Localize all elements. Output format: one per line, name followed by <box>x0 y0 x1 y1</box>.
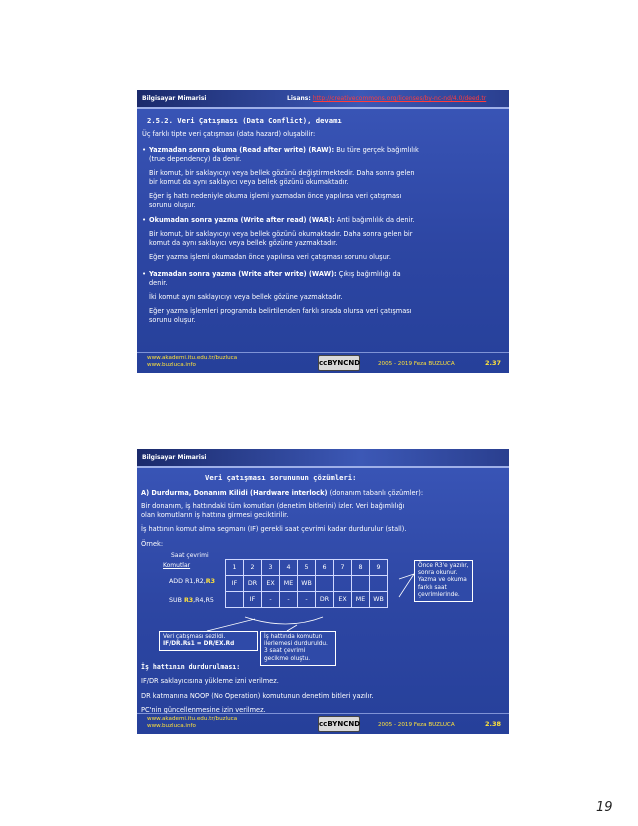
stage-cell: DR <box>244 576 262 592</box>
p2: İş hattının komut alma segmanı (IF) gerekli saat çevrimi kadar durdurulur (stall). <box>141 525 407 533</box>
slide-footer <box>137 352 509 373</box>
stall-step2: DR katmanına NOOP (No Operation) komutunun denetim bitleri yazılır. <box>141 692 374 700</box>
cc-license-badge <box>318 355 360 371</box>
arrow-line <box>399 574 414 579</box>
note-line: sonra okunur. <box>418 570 458 577</box>
war-p1b: komut da aynı saklayıcı veya bellek gözüne yazmaktadır. <box>149 239 338 247</box>
footer-link-buzluca[interactable]: www.buzluca.info <box>147 723 196 729</box>
a-heading-bold: A) Durdurma, Donanım Kilidi (Hardware interlock) <box>141 489 328 497</box>
a-heading-rest: (donanım tabanlı çözümler): <box>327 489 424 497</box>
stage-cell: WB <box>370 592 388 608</box>
raw-heading <box>149 146 419 155</box>
raw-heading-rest: Bu türe gerçek bağımlılık <box>334 146 419 154</box>
war-p1a: Bir komut, bir saklayıcıyı veya bellek gözünü okumaktadır. Daha sonra gelen bir <box>149 230 413 238</box>
cycle-cell: 9 <box>370 560 388 576</box>
note-line: 3 saat çevrimi <box>264 648 306 655</box>
stage-cell: IF <box>226 576 244 592</box>
stage-cell: DR <box>316 592 334 608</box>
slide-2-37 <box>137 90 509 373</box>
stage-cell: EX <box>334 592 352 608</box>
bullet-icon: • <box>142 146 147 154</box>
stall-step1: IF/DR saklayıcısına yükleme izni verilmez. <box>141 677 279 685</box>
slide-footer <box>137 713 509 734</box>
stage-cell: EX <box>262 576 280 592</box>
war-p2: Eğer yazma işlemi okumadan önce yapılırsa veri çatışması sorunu oluşur. <box>149 253 391 261</box>
stage-cell: - <box>262 592 280 608</box>
footer-link-buzluca[interactable]: www.buzluca.info <box>147 362 196 368</box>
raw-line2: (true dependency) da denir. <box>149 155 242 163</box>
intro-text: Üç farklı tipte veri çatışması (data hazard) oluşabilir: <box>142 130 316 138</box>
stage-cell: ME <box>352 592 370 608</box>
header-divider <box>137 107 509 109</box>
nc-icon: NC <box>337 720 349 728</box>
footer-links <box>147 355 237 369</box>
footer-link-akademi[interactable]: www.akademi.itu.edu.tr/buzluca <box>147 355 238 361</box>
course-title: Bilgisayar Mimarisi <box>142 95 207 102</box>
cycle-cell: 5 <box>298 560 316 576</box>
slide-2-38 <box>137 449 509 734</box>
note-line: Veri çatışması sezildi. <box>163 634 226 640</box>
cc-icon: cc <box>319 720 328 728</box>
stall-heading: İş hattının durdurulması: <box>141 663 241 671</box>
nc-icon: NC <box>337 359 349 367</box>
slide-header <box>137 90 509 107</box>
nd-icon: ND <box>348 359 361 367</box>
note-line: Yazma ve okuma <box>418 577 467 584</box>
p1b: olan komutların iş hattına girmesi geciktirilir. <box>141 511 289 519</box>
license-link[interactable]: http://creativecommons.org/licenses/by-nc-nd/4.0/deed.tr <box>312 95 487 102</box>
raw-p2b: sorunu oluşur. <box>149 201 196 209</box>
add-dest-register: R3 <box>205 578 216 585</box>
stage-cell: WB <box>298 576 316 592</box>
license <box>287 95 486 102</box>
note-stall <box>260 631 336 666</box>
p1a: Bir donanım, iş hattındaki tüm komutları (denetim bitlerini) izler. Veri bağımlılığı <box>141 502 405 510</box>
bullet-icon: • <box>142 270 147 278</box>
footer-links <box>147 716 237 730</box>
sub-operands: ,R4,R5 <box>193 597 214 604</box>
war-heading <box>149 216 415 225</box>
example-label: Örnek: <box>141 540 164 548</box>
waw-p2b: sorunu oluşur. <box>149 316 196 324</box>
slide-number: 2.38 <box>484 720 501 728</box>
raw-p2a: Eğer iş hattı nedeniyle okuma işlemi yazmadan önce yapılırsa veri çatışması <box>149 192 402 200</box>
war-heading-rest: Anti bağımlılık da denir. <box>334 216 415 224</box>
arrow-line <box>399 574 414 597</box>
copyright: 2005 - 2019 Feza BUZLUCA <box>378 361 455 367</box>
note-line: İş hattında komutun <box>264 634 323 640</box>
bullet-icon: • <box>142 216 147 224</box>
footer-link-akademi[interactable]: www.akademi.itu.edu.tr/buzluca <box>147 716 238 722</box>
waw-line2: denir. <box>149 279 168 287</box>
add-operands: ADD R1,R2, <box>169 578 206 585</box>
sub-src-register: R3 <box>183 597 194 604</box>
copyright: 2005 - 2019 Feza BUZLUCA <box>378 722 455 728</box>
cycle-cell: 7 <box>334 560 352 576</box>
cycle-cell: 6 <box>316 560 334 576</box>
war-heading-bold: Okumadan sonra yazma (Write after read) (WAR): <box>149 216 335 224</box>
note-detect <box>159 631 258 651</box>
cycle-cell: 2 <box>244 560 262 576</box>
sub-opcode: SUB <box>169 597 184 604</box>
waw-p2a: Eğer yazma işlemleri programda belirtilenden farklı sırada olursa veri çatışması <box>149 307 412 315</box>
note-line: ilerlemesi durduruldu. <box>264 641 328 648</box>
raw-p1a: Bir komut, bir saklayıcıyı veya bellek gözünü değiştirmektedir. Daha sonra gelen <box>149 169 415 177</box>
stage-cell: IF <box>244 592 262 608</box>
cycle-cell: 4 <box>280 560 298 576</box>
note-line: çevrimlerinde. <box>418 591 460 598</box>
slide-number: 2.37 <box>484 359 501 367</box>
brace-icon <box>245 617 323 624</box>
cycle-cell: 8 <box>352 560 370 576</box>
waw-heading-bold: Yazmadan sonra yazma (Write after write) (WAW): <box>149 270 337 278</box>
slide-title: 2.5.2. Veri Çatışması (Data Conflict), devamı <box>147 116 342 125</box>
by-icon: BY <box>327 720 338 728</box>
waw-heading <box>149 270 401 279</box>
cc-license-badge <box>318 716 360 732</box>
nd-icon: ND <box>348 720 361 728</box>
course-title: Bilgisayar Mimarisi <box>142 454 207 461</box>
note-line: farklı saat <box>418 584 447 591</box>
raw-heading-bold: Yazmadan sonra okuma (Read after write) (RAW): <box>149 146 335 154</box>
license-label: Lisans: <box>287 95 311 102</box>
note-line: Önce R3'e yazılır, <box>418 563 469 569</box>
stall-step3: PC'nin güncellenmesine izin verilmez. <box>141 706 266 714</box>
by-icon: BY <box>327 359 338 367</box>
instructions-label: Komutlar <box>163 562 191 569</box>
waw-p1: İki komut aynı saklayıcıyı veya bellek gözüne yazmaktadır. <box>149 293 343 301</box>
page-number: 19 <box>596 800 613 815</box>
raw-p1b: bir komut da aynı saklayıcı veya bellek gözünü okumaktadır. <box>149 178 349 186</box>
stage-cell: - <box>280 592 298 608</box>
note-line: gecikme oluştu. <box>264 655 311 662</box>
slide-title: Veri çatışması sorununun çözümleri: <box>205 473 357 482</box>
stage-cell: - <box>298 592 316 608</box>
cycle-cell: 3 <box>262 560 280 576</box>
stage-cell: ME <box>280 576 298 592</box>
cycle-cell: 1 <box>226 560 244 576</box>
arrow-line <box>207 619 255 631</box>
waw-heading-rest: Çıkış bağımlılığı da <box>336 270 401 278</box>
cc-icon: cc <box>319 359 328 367</box>
note-line: IF/DR.Rs1 = DR/EX.Rd <box>163 641 235 648</box>
clock-label: Saat çevrimi <box>171 552 209 559</box>
